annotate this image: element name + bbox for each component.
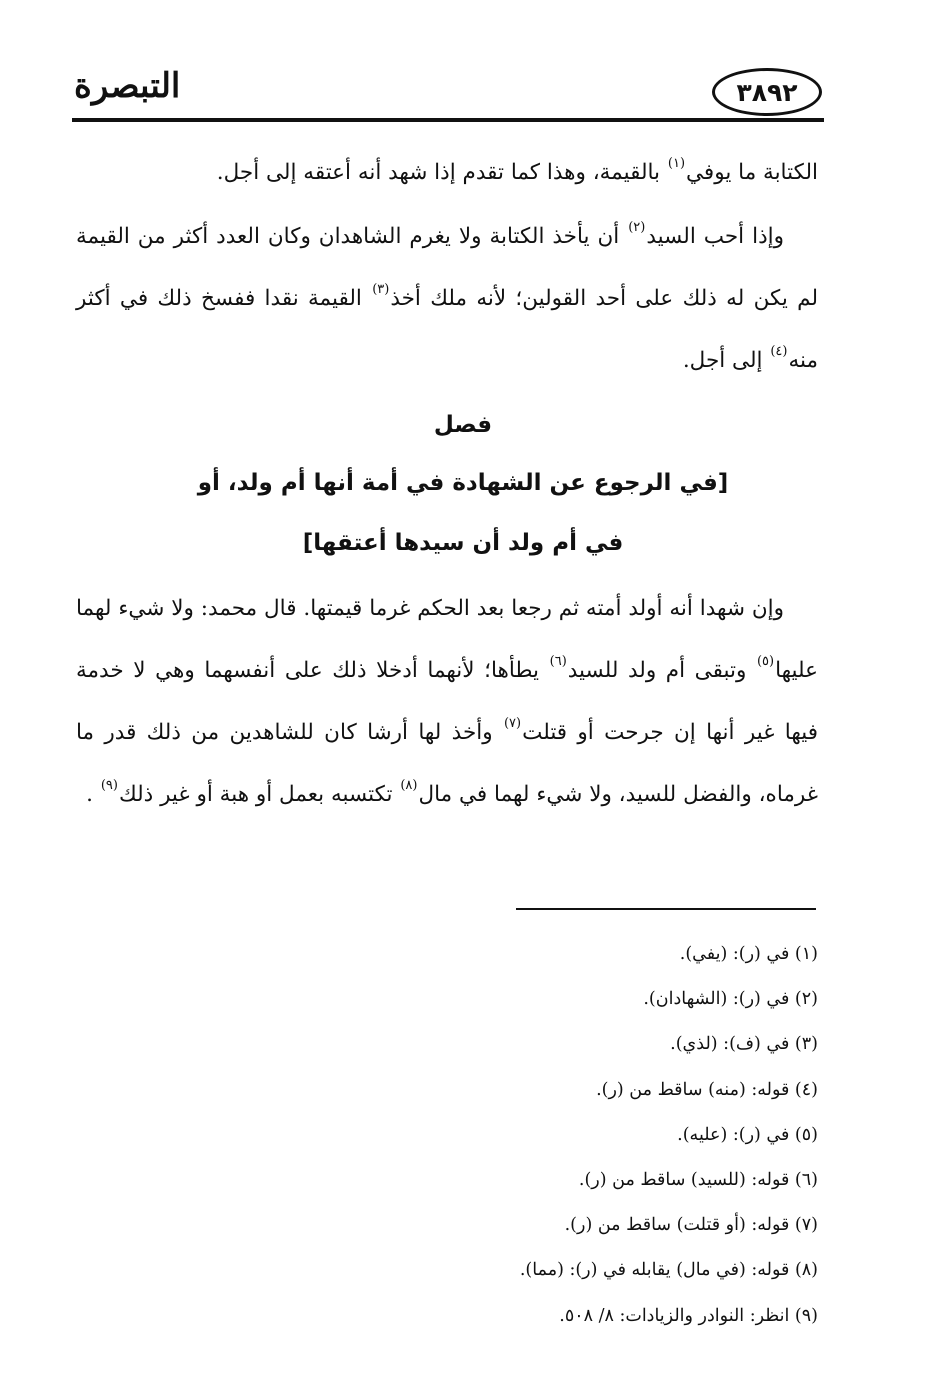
footnote-2: (٢) في (ر): (الشهادان).: [643, 989, 818, 1010]
footnote-8: (٨) قوله: (في مال) يقابله في (ر): (مما).: [519, 1260, 818, 1281]
footnote-ref-3[interactable]: (٣): [372, 282, 390, 297]
book-title: التبصرة: [74, 66, 181, 106]
paragraph-text: بالقيمة، وهذا كما تقدم إذا شهد أنه أعتقه إلى أجل.: [216, 160, 667, 185]
section-subtitle-line-1: [في الرجوع عن الشهادة في أمة أنها أم ولد، أو: [197, 470, 729, 496]
paragraph-text: وتبقى أم ولد للسيد: [567, 658, 756, 683]
footnote-separator: [516, 908, 816, 910]
page-header: [72, 62, 824, 124]
paragraph-1: [76, 142, 818, 204]
footnote-5: (٥) في (ر): (عليه).: [677, 1124, 818, 1145]
footnote-ref-9[interactable]: (٩): [100, 778, 118, 793]
footnote-ref-1[interactable]: (١): [667, 156, 686, 171]
paragraph-text: يطأها؛ لأنهما أدخلا ذلك على أنفسهما وهي لا خدمة فيها غير أنها إن جرحت أو قتلت: [76, 658, 818, 745]
paragraph-text: وأخذ لها أرشا كان للشاهدين من ذلك قدر ما غرماه، والفضل للسيد، ولا شيء لهما في مال: [76, 720, 818, 807]
paragraph-3: [76, 578, 818, 826]
footnote-9: (٩) انظر: النوادر والزيادات: ٨/ ٥٠٨.: [559, 1305, 818, 1326]
paragraph-text: الكتابة ما يوفي: [686, 160, 818, 185]
page-number-badge: [712, 68, 822, 116]
footnote-ref-8[interactable]: (٨): [400, 778, 418, 793]
footnote-4: (٤) قوله: (منه) ساقط من (ر).: [596, 1079, 818, 1100]
paragraph-text: إلى أجل.: [682, 348, 770, 373]
section-subtitle-line-2: في أم ولد أن سيدها أعتقها]: [302, 530, 624, 556]
footnote-ref-2[interactable]: (٢): [628, 220, 646, 235]
paragraph-text: وإذا أحب السيد: [646, 224, 785, 249]
footnote-7: (٧) قوله: (أو قتلت) ساقط من (ر).: [564, 1215, 818, 1236]
footnote-ref-4[interactable]: (٤): [770, 344, 788, 359]
footnote-ref-6[interactable]: (٦): [549, 654, 567, 669]
paragraph-text: .: [86, 782, 100, 807]
paragraph-text: تكتسبه بعمل أو هبة أو غير ذلك: [118, 782, 400, 807]
footnote-3: (٣) في (ف): (لذي).: [670, 1034, 818, 1055]
paragraph-2: [76, 206, 818, 392]
footnote-ref-7[interactable]: (٧): [503, 716, 522, 731]
paragraph-text: أن يأخذ الكتابة ولا يغرم الشاهدان وكان العدد أكثر من القيمة لم يكن له ذلك على أحد القولين؛ لأنه ملك أخذ: [76, 224, 819, 311]
footnote-6: (٦) قوله: (للسيد) ساقط من (ر).: [578, 1170, 818, 1191]
paragraph-text: القيمة نقدا ففسخ ذلك في أكثر منه: [76, 286, 818, 373]
paragraph-text: وإن شهدا أنه أولد أمته ثم رجعا بعد الحكم غرما قيمتها. قال محمد: ولا شيء لهما عليها: [76, 596, 818, 683]
section-heading: فصل: [433, 412, 493, 438]
footnote-ref-5[interactable]: (٥): [756, 654, 775, 669]
footnote-1: (١) في (ر): (يفي).: [679, 944, 818, 964]
header-rule: [72, 118, 824, 122]
footnotes: [418, 932, 818, 1339]
page-number: ٣٨٩٢: [736, 77, 798, 107]
